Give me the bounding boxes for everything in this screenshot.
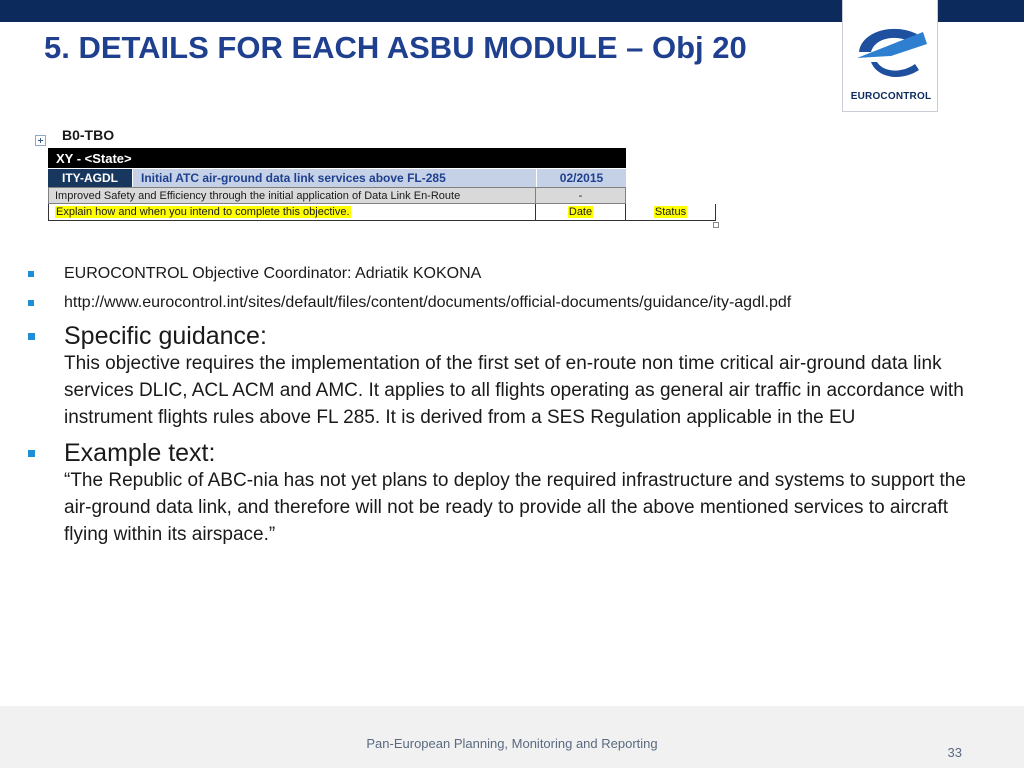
guidance-body: This objective requires the implementation of the first set of en-route non time critical air-ground data link services DLIC, ACL ACM and AMC. It applies to all flights operating as general air traffic in accordance with instrument flights rules above FL 285. It is derived from a SES Regulation applicable in the EU <box>64 353 964 428</box>
page-number: 33 <box>947 745 962 760</box>
benefit-dash: - <box>578 189 583 202</box>
list-item <box>26 439 996 548</box>
eurocontrol-logo <box>842 0 938 112</box>
status-label: Status <box>654 206 687 218</box>
objective-code: ITY-AGDL <box>48 169 132 187</box>
example-body: “The Republic of ABC-nia has not yet plans to deploy the required infrastructure and systems to support the air-ground data link, and therefore will not be ready to provide all the above mentioned services to aircraft flying within its airspace.” <box>64 470 966 545</box>
bullet-square-icon <box>28 300 34 306</box>
benefit-text: Improved Safety and Efficiency through the initial application of Data Link En-Route <box>49 188 536 203</box>
objective-title: Initial ATC air-ground data link services above FL-285 <box>132 169 536 187</box>
bullet-list <box>26 264 996 556</box>
table-header: XY - <State> <box>56 150 132 166</box>
explain-row <box>48 204 716 221</box>
list-item <box>26 264 996 284</box>
table-header-row <box>48 148 626 168</box>
logo-text: EUROCONTROL <box>850 91 932 102</box>
objective-row <box>48 169 626 187</box>
date-label: Date <box>568 206 593 218</box>
guidance-url-link[interactable]: http://www.eurocontrol.int/sites/default/files/content/documents/official-documents/guidance/ity-agdl.pdf <box>64 294 792 311</box>
footer-text: Pan-European Planning, Monitoring and Reporting <box>366 736 658 751</box>
list-item <box>26 322 996 431</box>
objective-date: 02/2015 <box>536 169 626 187</box>
status-cell <box>626 204 715 220</box>
slide-title: 5. DETAILS FOR EACH ASBU MODULE – Obj 20 <box>44 30 747 65</box>
example-heading: Example text: <box>64 439 216 467</box>
explain-text: Explain how and when you intend to complete this objective. <box>56 206 350 218</box>
list-item <box>26 293 996 313</box>
expand-plus-icon[interactable] <box>35 135 46 146</box>
coordinator-text: EUROCONTROL Objective Coordinator: Adriatik KOKONA <box>64 265 482 282</box>
guidance-heading: Specific guidance: <box>64 322 267 350</box>
bullet-square-icon <box>28 271 34 277</box>
bullet-square-icon <box>28 450 35 457</box>
module-code: B0-TBO <box>62 127 115 143</box>
benefit-row <box>48 187 626 204</box>
eurocontrol-emblem-icon <box>853 22 929 88</box>
explain-cell <box>49 204 536 220</box>
date-cell <box>536 204 626 220</box>
resize-handle[interactable] <box>713 222 719 228</box>
bullet-square-icon <box>28 333 35 340</box>
